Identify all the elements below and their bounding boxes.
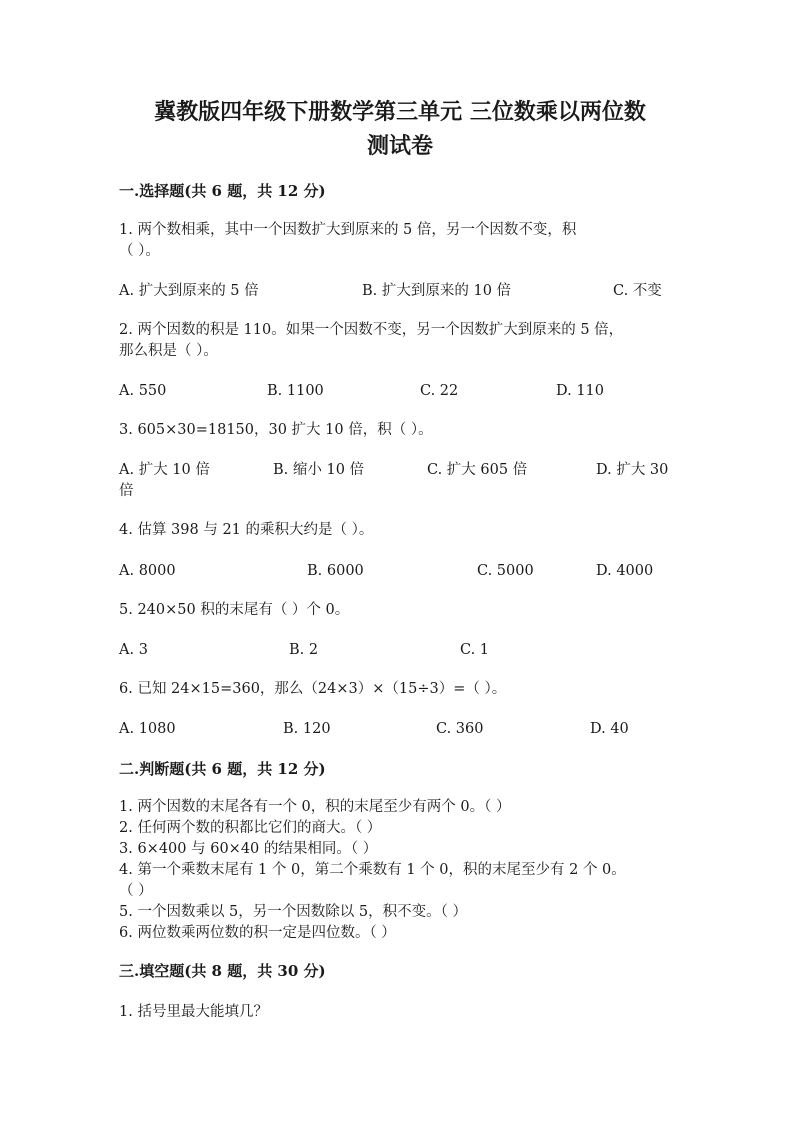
judgment-item-2: 2. 任何两个数的积都比它们的商大。（ ） bbox=[119, 820, 382, 836]
page-title-line-2: 测试卷 bbox=[366, 134, 433, 159]
question-4-stem: 4. 估算 398 与 21 的乘积大约是（ ）。 bbox=[119, 522, 374, 538]
question-5-stem: 5. 240×50 积的末尾有（ ）个 0。 bbox=[119, 602, 350, 618]
question-2-option-b: B. 1100 bbox=[267, 383, 324, 399]
question-6-option-a: A. 1080 bbox=[119, 721, 176, 737]
question-6-option-b: B. 120 bbox=[283, 721, 331, 737]
judgment-item-4: 4. 第一个乘数末尾有 1 个 0，第二个乘数有 1 个 0，积的末尾至少有 2 个 0。 bbox=[119, 862, 626, 878]
question-6-option-d: D. 40 bbox=[590, 721, 629, 737]
fill-in-question-1: 1. 括号里最大能填几？ bbox=[119, 1004, 268, 1020]
question-2-stem-line-2: 那么积是（ ）。 bbox=[119, 343, 218, 359]
question-3-option-a: A. 扩大 10 倍 bbox=[119, 462, 210, 478]
question-6-stem: 6. 已知 24×15=360，那么（24×3）×（15÷3）=（ ）。 bbox=[119, 681, 507, 697]
question-5-option-c: C. 1 bbox=[460, 642, 490, 658]
question-4-option-b: B. 6000 bbox=[307, 563, 364, 579]
question-3-option-c: C. 扩大 605 倍 bbox=[427, 462, 528, 478]
judgment-item-4-wrap: （ ） bbox=[119, 883, 153, 899]
question-5-option-b: B. 2 bbox=[289, 642, 319, 658]
question-5-option-a: A. 3 bbox=[119, 642, 148, 658]
question-2-option-a: A. 550 bbox=[119, 383, 167, 399]
section-heading-multiple-choice: 一.选择题(共 6 题，共 12 分) bbox=[119, 182, 326, 200]
question-1-stem-line-2: （ ）。 bbox=[119, 243, 160, 259]
question-2-stem-line-1: 2. 两个因数的积是 110。如果一个因数不变，另一个因数扩大到原来的 5 倍， bbox=[119, 322, 624, 338]
question-1-option-c: C. 不变 bbox=[613, 283, 662, 299]
question-4-option-d: D. 4000 bbox=[596, 563, 654, 579]
question-2-option-d: D. 110 bbox=[556, 383, 605, 399]
question-1-stem-line-1: 1. 两个数相乘，其中一个因数扩大到原来的 5 倍，另一个因数不变，积 bbox=[119, 222, 577, 238]
question-3-stem: 3. 605×30=18150，30 扩大 10 倍，积（ ）。 bbox=[119, 422, 433, 438]
question-4-option-a: A. 8000 bbox=[119, 563, 176, 579]
section-heading-fill-in: 三.填空题(共 8 题，共 30 分) bbox=[119, 962, 326, 980]
question-3-option-d-wrap: 倍 bbox=[119, 483, 134, 499]
question-6-option-c: C. 360 bbox=[436, 721, 484, 737]
question-2-option-c: C. 22 bbox=[420, 383, 459, 399]
page-title-line-1: 冀教版四年级下册数学第三单元 三位数乘以两位数 bbox=[154, 100, 646, 125]
question-1-option-b: B. 扩大到原来的 10 倍 bbox=[362, 283, 512, 299]
judgment-item-1: 1. 两个因数的末尾各有一个 0，积的末尾至少有两个 0。（ ） bbox=[119, 799, 511, 815]
judgment-item-6: 6. 两位数乘两位数的积一定是四位数。（ ） bbox=[119, 925, 396, 941]
judgment-item-3: 3. 6×400 与 60×40 的结果相同。（ ） bbox=[119, 841, 378, 857]
section-heading-true-false: 二.判断题(共 6 题，共 12 分) bbox=[119, 760, 326, 778]
question-3-option-d: D. 扩大 30 bbox=[596, 462, 669, 478]
question-3-option-b: B. 缩小 10 倍 bbox=[273, 462, 365, 478]
judgment-item-5: 5. 一个因数乘以 5，另一个因数除以 5，积不变。（ ） bbox=[119, 904, 467, 920]
question-1-option-a: A. 扩大到原来的 5 倍 bbox=[119, 283, 259, 299]
question-4-option-c: C. 5000 bbox=[477, 563, 534, 579]
